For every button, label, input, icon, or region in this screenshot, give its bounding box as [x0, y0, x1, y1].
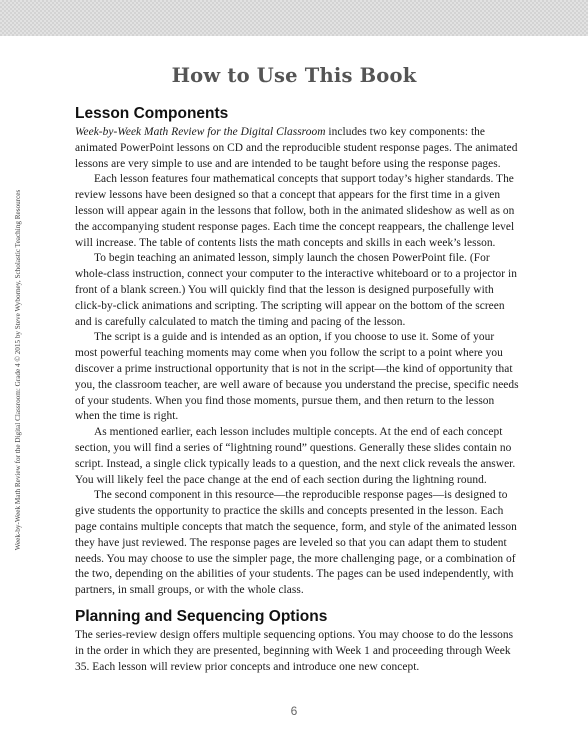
lesson-components-paragraph-1 — [75, 125, 519, 172]
planning-section — [75, 607, 519, 675]
lesson-components-paragraph-4: The script is a guide and is intended as an option, if you choose to use it. Some of your most powerful teaching moments may come when you follow the script to a point where you discover a prime instructional opportunity that is not in the script—the kind of opportunity that you, the classroom teacher, are well aware of because you understand the precise, specific needs of your students. When you find those moments, pursue them, and then return to the lesson when the time is right. — [75, 331, 519, 423]
lesson-components-paragraph-2: Each lesson features four mathematical concepts that support today’s higher standards. The review lessons have been designed so that a concept that appears for the first time in a given lesson will appear again in the lessons that follow, both in the animated slideshow as well as on the accompanying student response pages. Each time the concept reappears, the challenge level will increase. The table of contents lists the math concepts and skills in each week’s lesson. — [75, 173, 515, 249]
side-credit-text: Week-by-Week Math Review for the Digital Classroom: Grade 4 © 2015 by Steve Wyborney, Scholastic Teaching Resources — [14, 189, 22, 551]
paragraph-1-rest: includes two key components: the animated PowerPoint lessons on CD and the reproducible student response pages. The animated lessons are very simple to use and are intended to be taught before using the response pages. — [75, 126, 518, 170]
planning-heading: Planning and Sequencing Options — [75, 607, 328, 625]
page-title: How to Use This Book — [171, 64, 417, 87]
lesson-components-paragraph-3: To begin teaching an animated lesson, simply launch the chosen PowerPoint file. (For whole-class instruction, connect your computer to the interactive whiteboard or to a projector in front of a blank screen.) You will quickly find that the lesson is designed purposefully with click-by-click animations and scripting. The scripting will appear on the bottom of the screen and is carefully calculated to match the timing and pacing of the lesson. — [75, 252, 517, 328]
page-number: 6 — [290, 704, 298, 718]
planning-paragraph-1: The series-review design offers multiple sequencing options. You may choose to do the lessons in the order in which they are presented, beginning with Week 1 and proceeding through Week 35. Each lesson will review prior concepts and introduce one new concept. — [75, 628, 514, 673]
lesson-components-paragraph-5: As mentioned earlier, each lesson includes multiple concepts. At the end of each concept section, you will find a series of “lightning round” questions. Generally these slides contain no script. Instead, a single click typically leads to a question, and the next click reveals the answer. You will likely feel the pace change at the end of each section during the lightning round. — [75, 426, 516, 486]
book-title: Week-by-Week Math Review for the Digital Classroom — [75, 126, 326, 138]
side-credit — [12, 160, 24, 580]
lesson-components-heading: Lesson Components — [75, 105, 229, 122]
header-band — [0, 0, 588, 36]
page-content — [75, 104, 519, 675]
lesson-components-paragraph-6: The second component in this resource—the reproducible response pages—is designed to give students the opportunity to practice the skills and concepts presented in the lesson. Each page contains multiple concepts that match the sequence, form, and style of the animated lesson they have just reviewed. The response pages are leveled so that you can adapt them to student needs. You may choose to use the simpler page, the more challenging page, or a combination of the two, depending on the abilities of your students. The pages can be used independently, with partners, in small groups, or with the whole class. — [75, 489, 517, 597]
lesson-components-section — [75, 104, 519, 599]
